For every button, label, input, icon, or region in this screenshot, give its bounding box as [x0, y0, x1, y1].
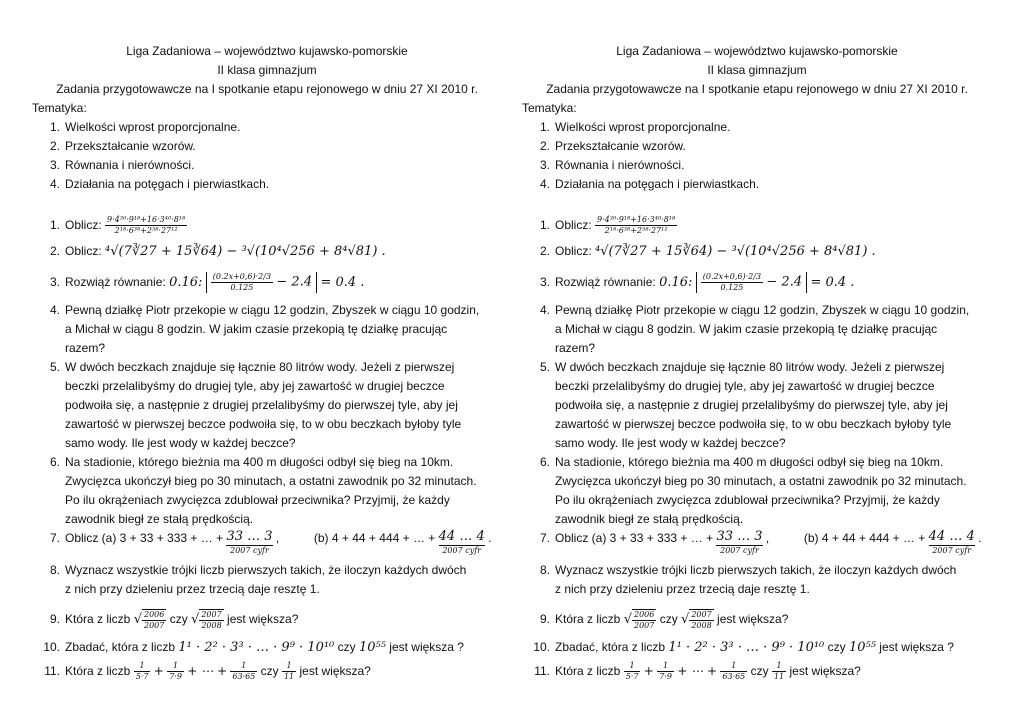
header-class: II klasa gimnazjum — [707, 63, 807, 77]
header-subtitle: Zadania przygotowawcze na I spotkanie etapu rejonowego w dniu 27 XI 2010 r. — [546, 82, 968, 96]
task-10: 10. Zbadać, która z liczb 1¹ · 2² · 3³ · … · 9⁹ · 10¹⁰ czy 10⁵⁵ jest większa ? — [533, 640, 954, 655]
task-11: 11. Która z liczb $\frac{1}{5\cdot 7}$ + $\frac{1}{7\cdot 9}$ + ⋯ + $\frac{1}{63\cdot 65}$ czy $\frac{1}{11}$ jest większa? — [534, 661, 861, 682]
tematyka-label: Tematyka: — [522, 101, 577, 115]
task-6: 6. Na stadionie, którego bieżnia ma 400 m długości odbył się bieg na 10km. Zwycięzca ukończył bieg po 30 minutach, a ostatni zawodnik po 32 minutach. Po ilu okrążeniach zwycięzca zdublował przeciwnika? Przyjmij, że każdy zawodnik biegł ze stałą prędkością. — [49, 455, 477, 526]
topic-item: 1. Wielkości wprost proporcjonalne. — [539, 120, 731, 134]
topic-item: 4. Działania na potęgach i pierwiastkach. — [539, 177, 760, 191]
task-3: 3. Rozwiąż równanie: 0.16: $\frac{(0.2x+0,6)\cdot 2/3}{0.125}$ − 2.4 = 0.4 . — [539, 272, 855, 293]
task-7: 7. Oblicz (a) 3 + 33 + 333 + … + 33 … 3 2007 cyfr , (b) 4 + 44 + 444 + … + 44 … 4 2007 cyfr . — [539, 529, 982, 555]
tematyka-label: Tematyka: — [32, 101, 87, 115]
task-8: 8. Wyznacz wszystkie trójki liczb pierwszych takich, że iloczyn każdych dwóch z nich przy dzieleniu przez trzecią daje resztę 1. — [539, 563, 957, 596]
topic-item: 2. Przekształcanie wzorów. — [49, 139, 196, 153]
task-2: 2. Oblicz: ⁴√(7∛27 + 15∛64) − ³√(10⁴√256 + 8⁴√81) . — [539, 244, 876, 259]
topic-item: 1. Wielkości wprost proporcjonalne. — [49, 120, 241, 134]
topic-item: 3. Równania i nierówności. — [49, 158, 195, 172]
task-2: 2. Oblicz: ⁴√(7∛27 + 15∛64) − ³√(10⁴√256 + 8⁴√81) . — [49, 244, 386, 259]
header-subtitle: Zadania przygotowawcze na I spotkanie etapu rejonowego w dniu 27 XI 2010 r. — [56, 82, 478, 96]
task-5: 5. W dwóch beczkach znajduje się łącznie 80 litrów wody. Jeżeli z pierwszej beczki przelalibyśmy do drugiej tyle, aby jej zawartość w drugiej beczce podwoiła się, a następnie z drugiej przelalibyśmy do pierwszej tyle, aby jej zawartość w pierwszej beczce podwoiła się, to w obu beczkach byłoby tyle samo wody. Ile jest wody w każdej beczce? — [49, 360, 462, 450]
task-2-expression: ⁴√(7∛27 + 15∛64) − ³√(10⁴√256 + 8⁴√81) . — [595, 244, 876, 259]
header-title: Liga Zadaniowa – województwo kujawsko-pomorskie — [616, 44, 898, 58]
task-4: 4. Pewną działkę Piotr przekopie w ciągu 12 godzin, Zbyszek w ciągu 10 godzin, a Michał w ciągu 8 godzin. W jakim czasie przekopią tę działkę pracując razem? — [539, 303, 970, 355]
task-10: 10. Zbadać, która z liczb 1¹ · 2² · 3³ · … · 9⁹ · 10¹⁰ czy 10⁵⁵ jest większa ? — [43, 640, 464, 655]
topic-item: 4. Działania na potęgach i pierwiastkach. — [49, 177, 270, 191]
topic-item: 3. Równania i nierówności. — [539, 158, 685, 172]
topic-item: 2. Przekształcanie wzorów. — [539, 139, 686, 153]
worksheet-left — [32, 42, 502, 684]
task-3: 3. Rozwiąż równanie: 0.16: $\frac{(0.2x+0,6)\cdot 2/3}{0.125}$ − 2.4 = 0.4 . — [49, 272, 365, 293]
task-2-expression: ⁴√(7∛27 + 15∛64) − ³√(10⁴√256 + 8⁴√81) . — [105, 244, 386, 259]
task-4: 4. Pewną działkę Piotr przekopie w ciągu 12 godzin, Zbyszek w ciągu 10 godzin, a Michał w ciągu 8 godzin. W jakim czasie przekopią tę działkę pracując razem? — [49, 303, 480, 355]
worksheet-right — [522, 42, 992, 684]
task-9: 9. Która z liczb √ $\frac{2006}{2007}$ czy √ $\frac{2007}{2008}$ jest większa? — [539, 609, 789, 630]
task-8: 8. Wyznacz wszystkie trójki liczb pierwszych takich, że iloczyn każdych dwóch z nich przy dzieleniu przez trzecią daje resztę 1. — [49, 563, 467, 596]
task-9: 9. Która z liczb √ $\frac{2006}{2007}$ czy √ $\frac{2007}{2008}$ jest większa? — [49, 609, 299, 630]
task-5: 5. W dwóch beczkach znajduje się łącznie 80 litrów wody. Jeżeli z pierwszej beczki przelalibyśmy do drugiej tyle, aby jej zawartość w drugiej beczce podwoiła się, a następnie z drugiej przelalibyśmy do pierwszej tyle, aby jej zawartość w pierwszej beczce podwoiła się, to w obu beczkach byłoby tyle samo wody. Ile jest wody w każdej beczce? — [539, 360, 952, 450]
task-1-fraction: $\frac{\text{9·4³⁰·9¹⁸+16·3⁴⁰·8¹⁸}}{\text{2¹⁸·6³⁸+2⁵⁸·27¹²}}$ — [107, 215, 186, 236]
task-6: 6. Na stadionie, którego bieżnia ma 400 m długości odbył się bieg na 10km. Zwycięzca ukończył bieg po 30 minutach, a ostatni zawodnik po 32 minutach. Po ilu okrążeniach zwycięzca zdublował przeciwnika? Przyjmij, że każdy zawodnik biegł ze stałą prędkością. — [539, 455, 967, 526]
task-1: 1. Oblicz: $\frac{\text{9·4³⁰·9¹⁸+16·3⁴⁰·8¹⁸}}{\text{2¹⁸·6³⁸+2⁵⁸·27¹²}}$ — [539, 215, 676, 236]
task-1: 1. Oblicz: $\frac{\text{9·4³⁰·9¹⁸+16·3⁴⁰·8¹⁸}}{\text{2¹⁸·6³⁸+2⁵⁸·27¹²}}$ — [49, 215, 186, 236]
task-11: 11. Która z liczb $\frac{1}{5\cdot 7}$ + $\frac{1}{7\cdot 9}$ + ⋯ + $\frac{1}{63\cdot 65}$ czy $\frac{1}{11}$ jest większa? — [44, 661, 371, 682]
task-1-fraction: $\frac{\text{9·4³⁰·9¹⁸+16·3⁴⁰·8¹⁸}}{\text{2¹⁸·6³⁸+2⁵⁸·27¹²}}$ — [597, 215, 676, 236]
header-class: II klasa gimnazjum — [217, 63, 317, 77]
header-title: Liga Zadaniowa – województwo kujawsko-pomorskie — [126, 44, 408, 58]
task-7: 7. Oblicz (a) 3 + 33 + 333 + … + 33 … 3 2007 cyfr , (b) 4 + 44 + 444 + … + 44 … 4 2007 cyfr . — [49, 529, 492, 555]
